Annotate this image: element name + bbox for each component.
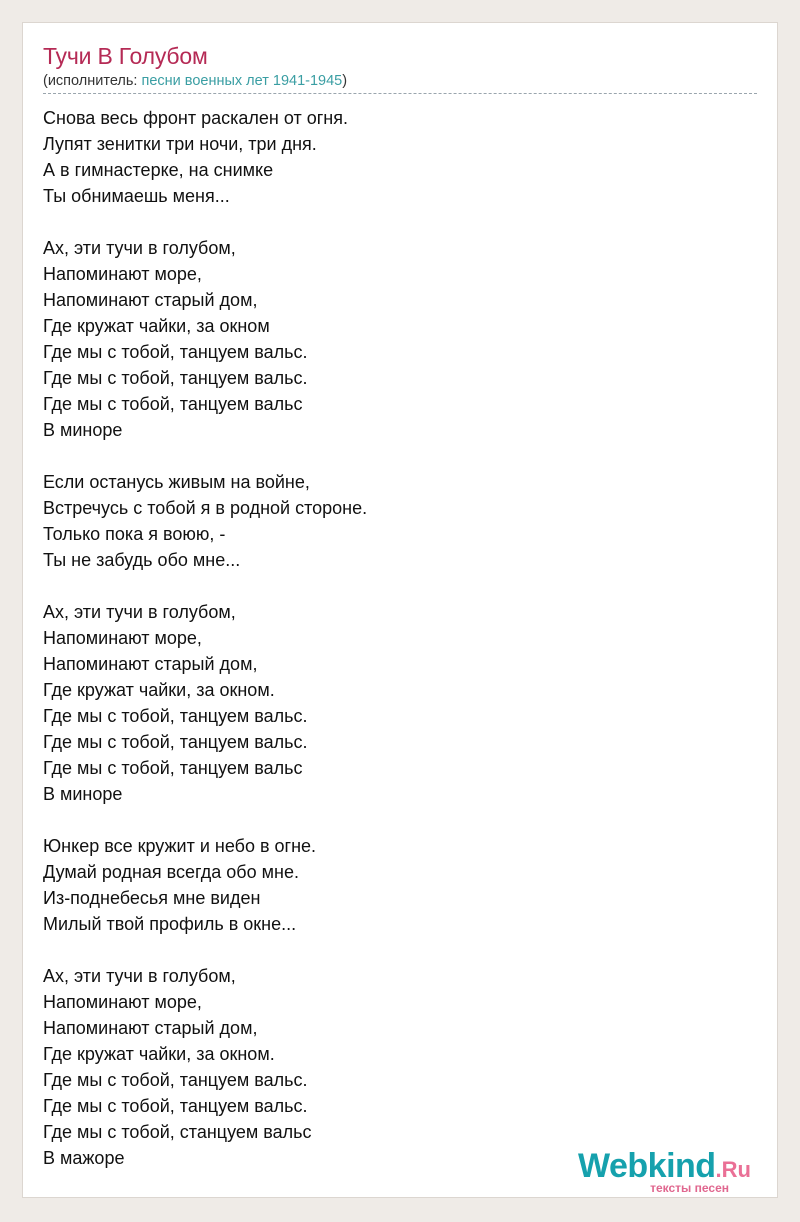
- lyric-line: Где кружат чайки, за окном.: [43, 680, 275, 700]
- lyric-line: Если останусь живым на войне,: [43, 472, 310, 492]
- lyric-line: Милый твой профиль в окне...: [43, 914, 297, 934]
- lyric-line: Думай родная всегда обо мне.: [43, 862, 299, 882]
- logo-tagline: тексты песен: [650, 1181, 729, 1195]
- lyric-line: Снова весь фронт раскален от огня.: [43, 108, 348, 128]
- lyric-line: Где кружат чайки, за окном.: [43, 1044, 275, 1064]
- logo-main: Webkind: [578, 1147, 716, 1185]
- webkind-logo[interactable]: [578, 1147, 751, 1195]
- lyric-line: А в гимнастерке, на снимке: [43, 160, 274, 180]
- artist-link[interactable]: песни военных лет 1941-1945: [141, 73, 343, 89]
- stanza: [43, 599, 367, 807]
- song-title: Тучи В Голубом: [43, 43, 208, 69]
- lyric-line: Ах, эти тучи в голубом,: [43, 238, 236, 258]
- lyric-line: Напоминают море,: [43, 628, 202, 648]
- logo-wordmark: [578, 1147, 751, 1185]
- logo-tld: .Ru: [715, 1157, 751, 1182]
- lyric-line: Где мы с тобой, танцуем вальс.: [43, 732, 308, 752]
- lyric-line: Где мы с тобой, танцуем вальс.: [43, 368, 308, 388]
- lyrics-text: [43, 105, 367, 1197]
- artist-prefix: (исполнитель:: [43, 73, 142, 89]
- stanza: [43, 833, 367, 937]
- lyric-line: Где мы с тобой, танцуем вальс.: [43, 1070, 308, 1090]
- artist-suffix: ): [342, 73, 348, 89]
- stanza: [43, 235, 367, 443]
- lyric-line: Напоминают старый дом,: [43, 290, 258, 310]
- lyric-line: Где мы с тобой, станцуем вальс: [43, 1122, 312, 1142]
- lyric-line: Ты обнимаешь меня...: [43, 186, 230, 206]
- lyric-line: Лупят зенитки три ночи, три дня.: [43, 134, 317, 154]
- lyric-line: Только пока я воюю, -: [43, 524, 226, 544]
- stanza: [43, 105, 367, 209]
- lyric-line: В мажоре: [43, 1148, 125, 1168]
- lyric-line: Где кружат чайки, за окном: [43, 316, 270, 336]
- lyric-line: Где мы с тобой, танцуем вальс.: [43, 1096, 308, 1116]
- lyric-line: Напоминают старый дом,: [43, 654, 258, 674]
- lyric-line: Ах, эти тучи в голубом,: [43, 966, 236, 986]
- lyric-line: Где мы с тобой, танцуем вальс: [43, 394, 303, 414]
- lyric-line: Напоминают море,: [43, 992, 202, 1012]
- stanza: [43, 469, 367, 573]
- lyric-line: Ах, эти тучи в голубом,: [43, 602, 236, 622]
- lyric-line: Напоминают море,: [43, 264, 202, 284]
- lyrics-card: [22, 22, 778, 1198]
- stanza: [43, 963, 367, 1171]
- lyric-line: Напоминают старый дом,: [43, 1018, 258, 1038]
- lyric-line: Встречусь с тобой я в родной стороне.: [43, 498, 368, 518]
- lyric-line: Из-поднебесья мне виден: [43, 888, 261, 908]
- lyric-line: Где мы с тобой, танцуем вальс.: [43, 342, 308, 362]
- lyric-line: Где мы с тобой, танцуем вальс: [43, 758, 303, 778]
- lyric-line: В миноре: [43, 420, 123, 440]
- artist-line: [43, 73, 757, 94]
- lyric-line: Юнкер все кружит и небо в огне.: [43, 836, 317, 856]
- lyric-line: В миноре: [43, 784, 123, 804]
- lyric-line: Где мы с тобой, танцуем вальс.: [43, 706, 308, 726]
- lyric-line: Ты не забудь обо мне...: [43, 550, 241, 570]
